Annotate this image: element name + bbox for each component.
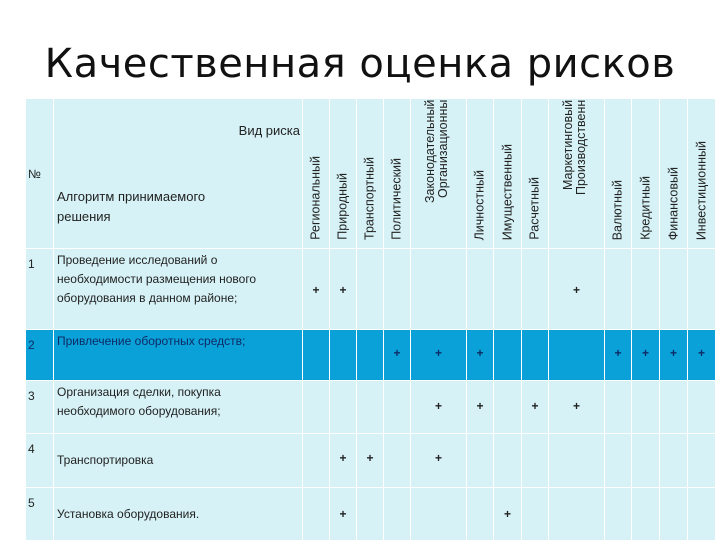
page-title: Качественная оценка рисков <box>44 41 676 87</box>
mark-cell <box>660 434 688 488</box>
risk-mark: + <box>697 346 705 360</box>
risk-type-column <box>357 99 384 249</box>
mark-cell <box>688 488 716 541</box>
mark-cell <box>549 249 605 330</box>
row-text: Организация сделки, покупка необходимого оборудования; <box>57 385 221 418</box>
row-text: Установка оборудования. <box>57 507 200 521</box>
row-text: Привлечение оборотных средств; <box>57 334 246 348</box>
mark-cell <box>660 249 688 330</box>
risk-type-column <box>605 99 632 249</box>
mark-cell <box>303 488 330 541</box>
mark-cell <box>467 330 494 381</box>
risk-mark: + <box>339 451 347 465</box>
risk-type-label: Транспортный <box>362 157 377 240</box>
mark-cell <box>467 381 494 434</box>
row-text-cell <box>54 249 303 330</box>
mark-cell <box>384 488 411 541</box>
mark-cell <box>632 488 660 541</box>
row-number-cell <box>26 488 54 541</box>
row-number: 2 <box>28 338 35 352</box>
risk-mark: + <box>503 507 511 521</box>
row-number: 3 <box>28 389 35 403</box>
mark-cell <box>411 381 467 434</box>
mark-cell <box>632 434 660 488</box>
row-text-cell <box>54 488 303 541</box>
risk-mark: + <box>531 399 539 413</box>
mark-cell <box>660 381 688 434</box>
risk-mark: + <box>614 346 622 360</box>
table-row <box>26 434 716 488</box>
mark-cell <box>467 434 494 488</box>
risk-mark: + <box>366 451 374 465</box>
mark-cell <box>549 488 605 541</box>
risk-type-header: Вид риска <box>238 123 300 138</box>
risk-type-column <box>549 99 605 249</box>
mark-cell <box>522 249 549 330</box>
mark-cell <box>494 488 522 541</box>
risk-type-column <box>660 99 688 249</box>
risk-mark: + <box>669 346 677 360</box>
risk-type-label: Инвестиционный <box>694 140 708 240</box>
mark-cell <box>411 488 467 541</box>
mark-cell <box>522 381 549 434</box>
mark-cell <box>411 249 467 330</box>
risk-mark: + <box>476 346 484 360</box>
risk-mark: + <box>312 283 320 297</box>
mark-cell <box>384 434 411 488</box>
mark-cell <box>660 330 688 381</box>
risk-table <box>25 98 716 541</box>
mark-cell <box>303 249 330 330</box>
risk-type-label: Валютный <box>610 179 625 240</box>
risk-mark: + <box>476 399 484 413</box>
row-text-cell <box>54 330 303 381</box>
algorithm-header: Алгоритм принимаемого решения <box>57 189 206 224</box>
risk-type-label: Законодательный Организационны <box>422 100 450 204</box>
mark-cell <box>549 381 605 434</box>
risk-type-label: Финансовый <box>666 166 680 240</box>
risk-mark: + <box>339 507 347 521</box>
mark-cell <box>384 381 411 434</box>
mark-cell <box>549 330 605 381</box>
mark-cell <box>303 330 330 381</box>
mark-cell <box>522 330 549 381</box>
mark-cell <box>467 488 494 541</box>
mark-cell <box>384 249 411 330</box>
risk-type-column <box>330 99 357 249</box>
mark-cell <box>357 488 384 541</box>
table-row <box>26 330 716 381</box>
risk-type-column <box>467 99 494 249</box>
risk-type-column <box>384 99 411 249</box>
mark-cell <box>605 249 632 330</box>
risk-type-column <box>688 99 716 249</box>
risk-mark: + <box>572 399 580 413</box>
risk-type-column <box>632 99 660 249</box>
row-number: 1 <box>28 257 35 271</box>
mark-cell <box>330 249 357 330</box>
mark-cell <box>688 249 716 330</box>
mark-cell <box>688 434 716 488</box>
risk-type-label: Кредитный <box>638 176 652 240</box>
mark-cell <box>467 249 494 330</box>
table-row <box>26 381 716 434</box>
risk-type-label: Природный <box>335 173 350 240</box>
risk-type-column <box>411 99 467 249</box>
mark-cell <box>357 434 384 488</box>
table-row <box>26 249 716 330</box>
mark-cell <box>605 330 632 381</box>
mark-cell <box>494 249 522 330</box>
mark-cell <box>357 249 384 330</box>
table-row <box>26 488 716 541</box>
mark-cell <box>605 381 632 434</box>
risk-mark: + <box>339 283 347 297</box>
mark-cell <box>660 488 688 541</box>
mark-cell <box>384 330 411 381</box>
mark-cell <box>330 434 357 488</box>
row-number: 4 <box>28 442 35 456</box>
risk-mark: + <box>641 346 649 360</box>
row-number-cell <box>26 330 54 381</box>
mark-cell <box>330 488 357 541</box>
mark-cell <box>632 381 660 434</box>
row-number-cell <box>26 381 54 434</box>
mark-cell <box>522 434 549 488</box>
row-text-cell <box>54 434 303 488</box>
mark-cell <box>303 381 330 434</box>
header-row <box>26 99 716 249</box>
risk-mark: + <box>434 451 442 465</box>
risk-type-label: Политический <box>389 158 404 240</box>
mark-cell <box>330 381 357 434</box>
mark-cell <box>494 434 522 488</box>
row-number-cell <box>26 434 54 488</box>
row-number-cell <box>26 249 54 330</box>
risk-mark: + <box>434 399 442 413</box>
row-text: Проведение исследований о необходимости размещения нового оборудования в данном районе; <box>57 253 257 305</box>
risk-type-label: Маркетинговый Производственн <box>560 100 588 196</box>
risk-type-label: Региональный <box>308 156 323 240</box>
mark-cell <box>494 381 522 434</box>
mark-cell <box>688 381 716 434</box>
mark-cell <box>688 330 716 381</box>
mark-cell <box>605 434 632 488</box>
risk-type-label: Личностный <box>472 169 487 240</box>
mark-cell <box>632 249 660 330</box>
mark-cell <box>411 434 467 488</box>
mark-cell <box>549 434 605 488</box>
mark-cell <box>411 330 467 381</box>
risk-mark: + <box>434 346 442 360</box>
mark-cell <box>357 330 384 381</box>
mark-cell <box>605 488 632 541</box>
risk-type-column <box>303 99 330 249</box>
row-text: Транспортировка <box>57 453 154 467</box>
num-header-cell <box>26 99 54 249</box>
mark-cell <box>330 330 357 381</box>
mark-cell <box>357 381 384 434</box>
algorithm-header-cell <box>54 99 303 249</box>
mark-cell <box>303 434 330 488</box>
mark-cell <box>522 488 549 541</box>
risk-mark: + <box>393 346 401 360</box>
risk-type-column <box>522 99 549 249</box>
num-header: № <box>28 167 41 181</box>
risk-type-label: Расчетный <box>527 177 542 240</box>
row-text-cell <box>54 381 303 434</box>
risk-mark: + <box>572 283 580 297</box>
row-number: 5 <box>28 496 35 510</box>
risk-type-column <box>494 99 522 249</box>
mark-cell <box>494 330 522 381</box>
mark-cell <box>632 330 660 381</box>
risk-type-label: Имущественный <box>500 143 514 240</box>
